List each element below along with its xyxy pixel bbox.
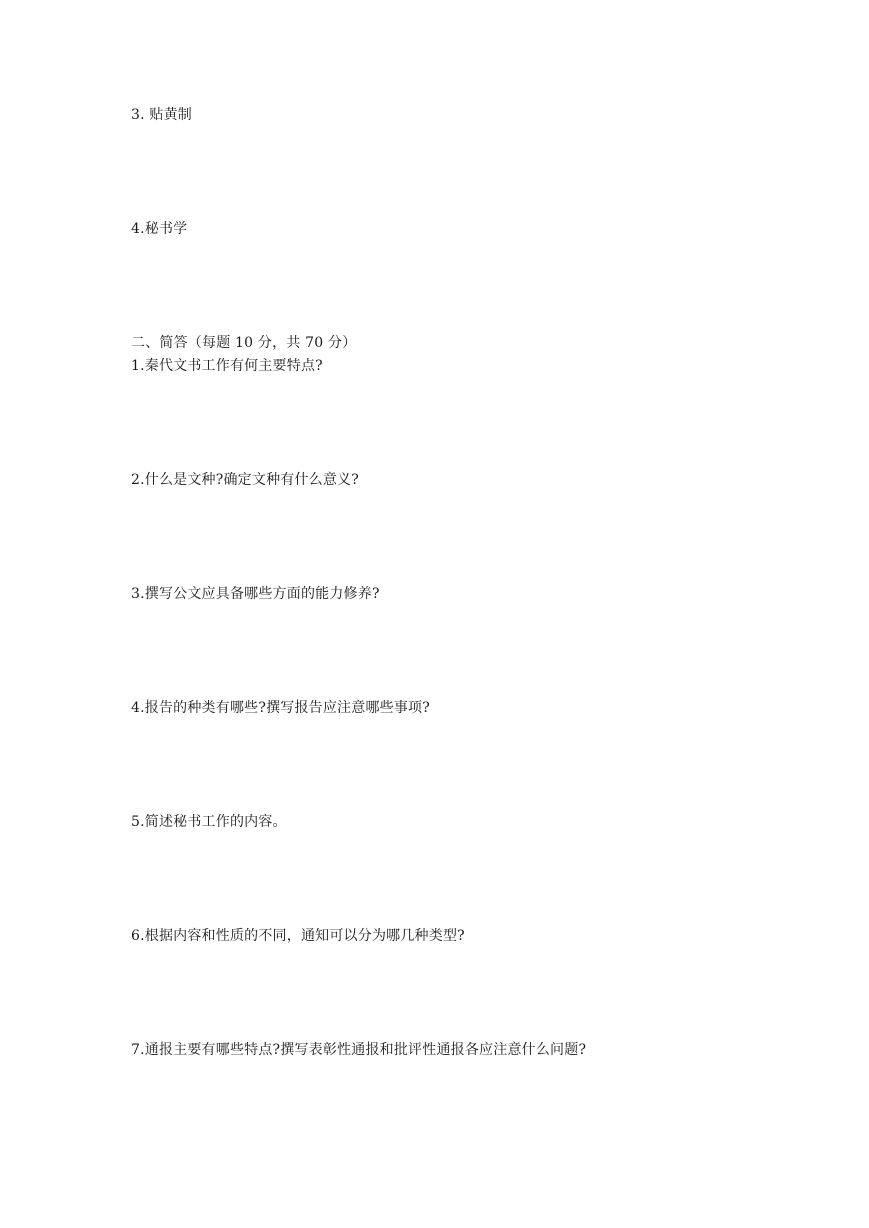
term-item-4: 4.秘书学 bbox=[131, 221, 188, 237]
question-2: 2.什么是文种?确定文种有什么意义? bbox=[131, 472, 359, 488]
question-6: 6.根据内容和性质的不同，通知可以分为哪几种类型? bbox=[131, 928, 465, 944]
question-3: 3.撰写公文应具备哪些方面的能力修养? bbox=[131, 586, 380, 602]
question-1: 1.秦代文书工作有何主要特点? bbox=[131, 358, 323, 374]
term-item-3: 3. 贴黄制 bbox=[131, 107, 193, 123]
question-7: 7.通报主要有哪些特点?撰写表彰性通报和批评性通报各应注意什么问题? bbox=[131, 1042, 587, 1058]
question-5: 5.简述秘书工作的内容。 bbox=[131, 814, 287, 830]
section-heading: 二、简答（每题 10 分，共 70 分） bbox=[131, 335, 357, 351]
question-4: 4.报告的种类有哪些?撰写报告应注意哪些事项? bbox=[131, 700, 430, 716]
